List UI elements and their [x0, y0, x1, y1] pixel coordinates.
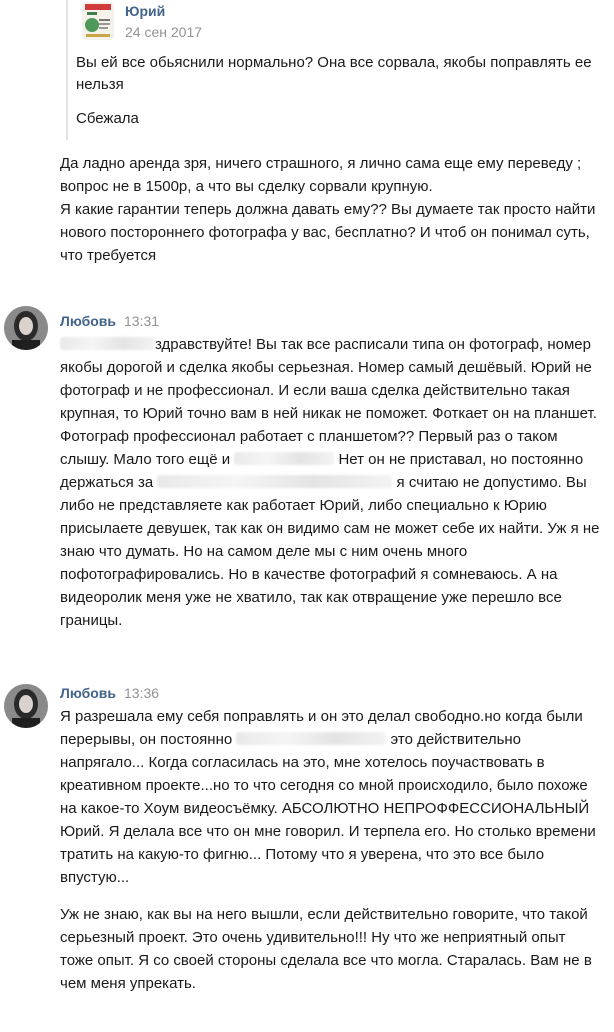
message-fragment: Нет он не приставал, но постоянно держаться за: [60, 451, 584, 491]
redacted-text: [236, 732, 386, 745]
quote-text: [76, 52, 596, 130]
message-fragment: Я разрешала ему себя поправлять и он это делал свободно.но когда были перерывы, он постоянно: [60, 708, 583, 748]
message-author: [60, 685, 159, 701]
forwarded-message: [66, 0, 608, 140]
avatar[interactable]: [4, 684, 48, 728]
redacted-text: [157, 475, 392, 488]
message-text: [60, 705, 600, 995]
message-author: [60, 313, 159, 329]
message-paragraph: [60, 333, 600, 632]
message-paragraph: [60, 705, 600, 889]
author-name[interactable]: Любовь: [60, 313, 117, 329]
message-text: [60, 333, 600, 632]
avatar[interactable]: [4, 306, 48, 350]
message-text: [60, 152, 600, 267]
redacted-text: [234, 452, 334, 465]
message-paragraph: Да ладно аренда зря, ничего страшного, я лично сама еще ему переведу ; вопрос не в 1500р, а что вы сделку сорвали крупную.: [60, 155, 582, 195]
message-paragraph: Я какие гарантии теперь должна давать ему?? Вы думаете так просто найти нового постороннего фотографа у вас, бесплатно? И чтоб он понимал суть, что требуется: [60, 201, 596, 264]
quote-line: Вы ей все обьяснили нормально? Она все сорвала, якобы поправлять ее нельзя: [76, 54, 592, 93]
author-name[interactable]: Любовь: [60, 685, 117, 701]
message-fragment: я считаю не допустимо. Вы либо не представляете как работает Юрий, либо специально к Юрию присылаете девушек, так как он видимо сам не может себе их найти. Уж я не знаю что думать. Но на самом деле мы с ним очень много пофотографировались. Но в качестве фотографий я сомневаюсь. А на видеоролик меня уже не хватило, так как отвращение уже перешло все границы.: [60, 474, 600, 629]
quote-author-avatar[interactable]: [82, 2, 114, 40]
message-fragment: здравствуйте! Вы так все расписали типа он фотограф, номер якобы дорогой и сделка якобы серьезная. Номер самый дешёвый. Юрий не фотограф и не профессионал. И если ваша сделка действительно такая крупная, то Юрий точно вам в ней никак не поможет. Фоткает он на планшет. Фотограф профессионал работает с планшетом?? Первый раз о таком слышу. Мало того ещё и: [60, 336, 597, 468]
quote-line: Сбежала: [76, 110, 139, 127]
message-time[interactable]: 13:31: [124, 313, 160, 329]
message-fragment: это действительно напрягало... Когда согласилась на это, мне хотелось поучаствовать в креативном проекте...но то что сегодня со мной происходило, было похоже на какое-то Хоум видеосъёмку. АБСОЛЮТНО НЕПРОФФЕССИОНАЛЬНЫЙ Юрий. Я делала все что он мне говорил. И терпела его. Но столько времени тратить на какую-то фигню... Потому что я уверена, что это все было впустую...: [60, 731, 596, 886]
user-photo-icon: [4, 306, 48, 350]
message-paragraph: Уж не знаю, как вы на него вышли, если действительно говорите, что такой серьезный проект. Это очень удивительно!!! Ну что же неприятный опыт тоже опыт. Я со своей стороны сделала все что могла. Старалась. Вам не в чем меня упрекать.: [60, 906, 592, 992]
user-photo-icon: [4, 684, 48, 728]
quote-date[interactable]: 24 сен 2017: [125, 24, 203, 40]
quote-author-name[interactable]: Юрий: [125, 3, 166, 19]
logo-icon: [82, 2, 114, 40]
message-time[interactable]: 13:36: [124, 685, 160, 701]
redacted-text: [60, 337, 155, 350]
